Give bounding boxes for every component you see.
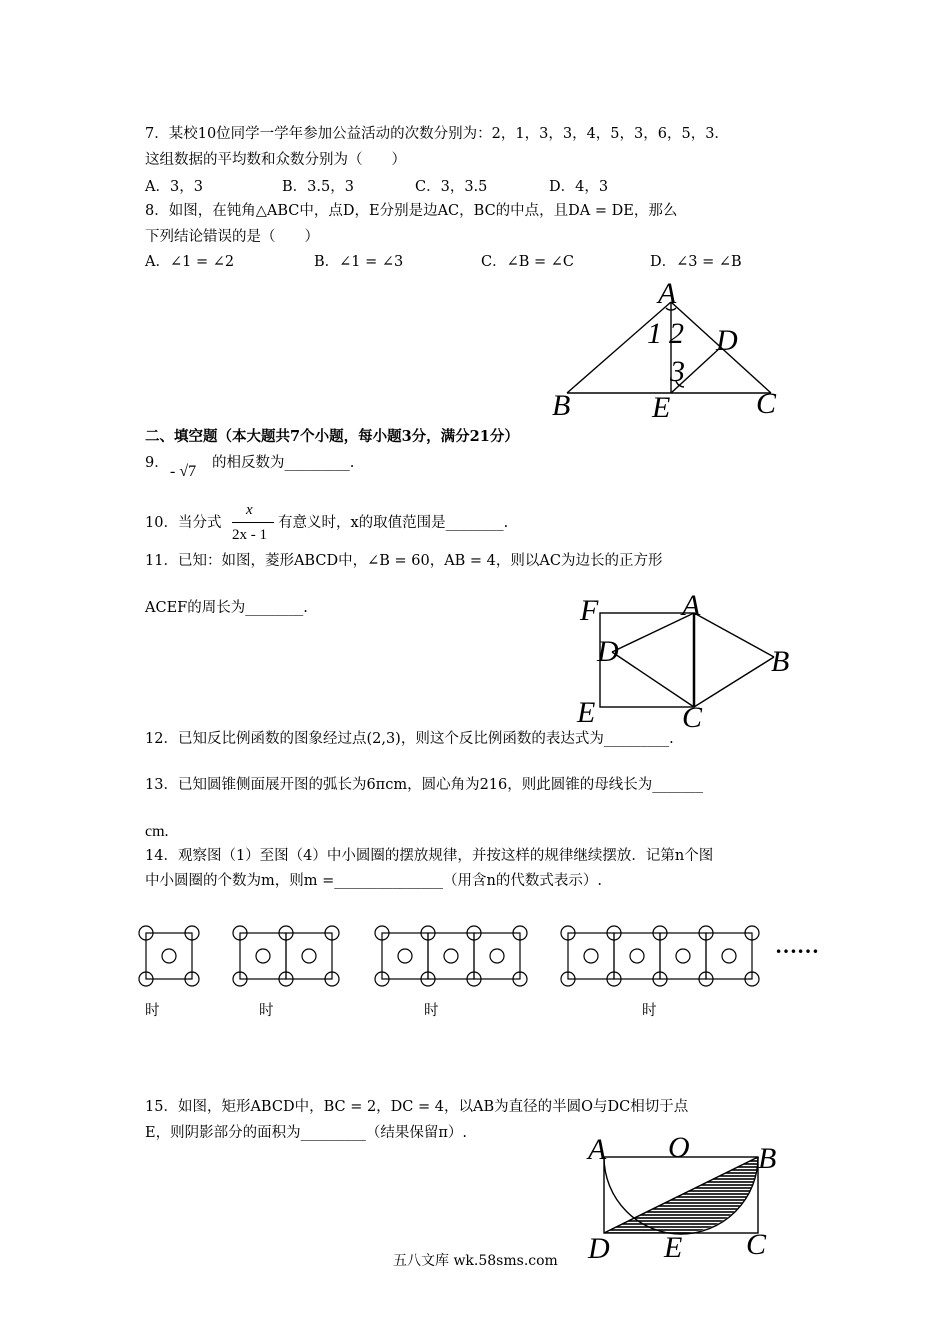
q14-caption-4: 时 bbox=[642, 1003, 657, 1019]
q15-line1: 15．如图，矩形ABCD中，BC = 2，DC = 4，以AB为直径的半圆O与DC相切于点 bbox=[145, 1099, 689, 1115]
q14-pattern-figure bbox=[120, 915, 840, 1000]
q8-label-c: C bbox=[756, 387, 777, 420]
q11-rhombus-figure bbox=[570, 585, 830, 735]
q8-line2: 下列结论错误的是（ ） bbox=[145, 229, 319, 245]
q15-line2: E，则阴影部分的面积为_________（结果保留π）. bbox=[145, 1125, 467, 1141]
q8-option-a: A．∠1 = ∠2 bbox=[145, 254, 235, 270]
q10-suffix: 有意义时，x的取值范围是________. bbox=[278, 515, 509, 531]
q8-label-d: D bbox=[716, 324, 738, 357]
q12-text: 12．已知反比例函数的图象经过点(2,3)，则这个反比例函数的表达式为_________. bbox=[145, 731, 674, 747]
q9-expression: - √7 bbox=[170, 463, 197, 480]
q8-option-d: D．∠3 = ∠B bbox=[650, 254, 742, 270]
q8-triangle-figure bbox=[540, 275, 820, 425]
q14-caption-2: 时 bbox=[259, 1003, 274, 1019]
q9-suffix: 的相反数为_________. bbox=[212, 455, 355, 471]
section2-title: 二、填空题（本大题共7个小题，每小题3分，满分21分） bbox=[145, 428, 519, 445]
q8-line1: 8．如图，在钝角△ABC中，点D，E分别是边AC，BC的中点，且DA = DE，那么 bbox=[145, 203, 678, 219]
q7-line1: 7．某校10位同学一学年参加公益活动的次数分别为：2，1，3，3，4，5，3，6，5，3． bbox=[145, 126, 729, 142]
q13-line1: 13．已知圆锥侧面展开图的弧长为6πcm，圆心角为216，则此圆锥的母线长为_______ bbox=[145, 777, 703, 793]
q11-line1: 11．已知：如图，菱形ABCD中，∠B = 60，AB = 4，则以AC为边长的正方形 bbox=[145, 553, 663, 569]
q8-label-b: B bbox=[552, 389, 571, 422]
q14-ellipsis: …… bbox=[775, 933, 819, 958]
q7-option-a: A．3，3 bbox=[145, 179, 203, 195]
q14-caption-3: 时 bbox=[424, 1003, 439, 1019]
q15-label-d: D bbox=[588, 1232, 610, 1260]
q11-label-c: C bbox=[682, 701, 703, 734]
q8-option-b: B．∠1 = ∠3 bbox=[314, 254, 404, 270]
q11-label-b: B bbox=[771, 645, 790, 678]
footer-watermark: 五八文库 wk.58sms.com bbox=[393, 1253, 558, 1269]
q8-label-2: 2 bbox=[669, 317, 684, 350]
q11-label-e: E bbox=[577, 696, 596, 729]
q7-line2: 这组数据的平均数和众数分别为（ ） bbox=[145, 152, 406, 168]
q14-caption-1: 时 bbox=[145, 1003, 160, 1019]
q9-prefix: 9． bbox=[145, 455, 169, 471]
q10-prefix: 10．当分式 bbox=[145, 515, 222, 531]
q14-line2: 中小圆圈的个数为m，则m =_______________（用含n的代数式表示）. bbox=[145, 873, 602, 889]
q8-label-1: 1 bbox=[647, 317, 662, 350]
q15-rectangle-figure bbox=[580, 1130, 810, 1260]
q13-line2: cm. bbox=[145, 823, 169, 840]
q15-label-c: C bbox=[746, 1228, 767, 1260]
q11-label-d: D bbox=[597, 635, 619, 668]
q8-label-a: A bbox=[658, 277, 677, 310]
q8-label-3: 3 bbox=[670, 355, 685, 388]
q15-label-o: O bbox=[668, 1131, 690, 1164]
q15-label-b: B bbox=[758, 1142, 777, 1175]
q10-numerator: x bbox=[246, 502, 253, 518]
q7-option-c: C．3，3.5 bbox=[415, 179, 488, 195]
q15-label-a: A bbox=[588, 1133, 607, 1166]
q7-option-b: B．3.5，3 bbox=[282, 179, 354, 195]
q10-fraction-bar bbox=[232, 522, 274, 523]
q15-label-e: E bbox=[664, 1231, 683, 1260]
q11-label-a: A bbox=[682, 589, 701, 622]
q14-line1: 14．观察图（1）至图（4）中小圆圈的摆放规律，并按这样的规律继续摆放．记第n个图 bbox=[145, 848, 714, 864]
q11-label-f: F bbox=[580, 594, 599, 627]
q11-line2: ACEF的周长为________. bbox=[145, 600, 308, 616]
q7-option-d: D．4，3 bbox=[549, 179, 609, 195]
q8-option-c: C．∠B = ∠C bbox=[481, 254, 575, 270]
q10-denominator: 2x - 1 bbox=[232, 527, 267, 543]
q8-label-e: E bbox=[652, 391, 671, 424]
